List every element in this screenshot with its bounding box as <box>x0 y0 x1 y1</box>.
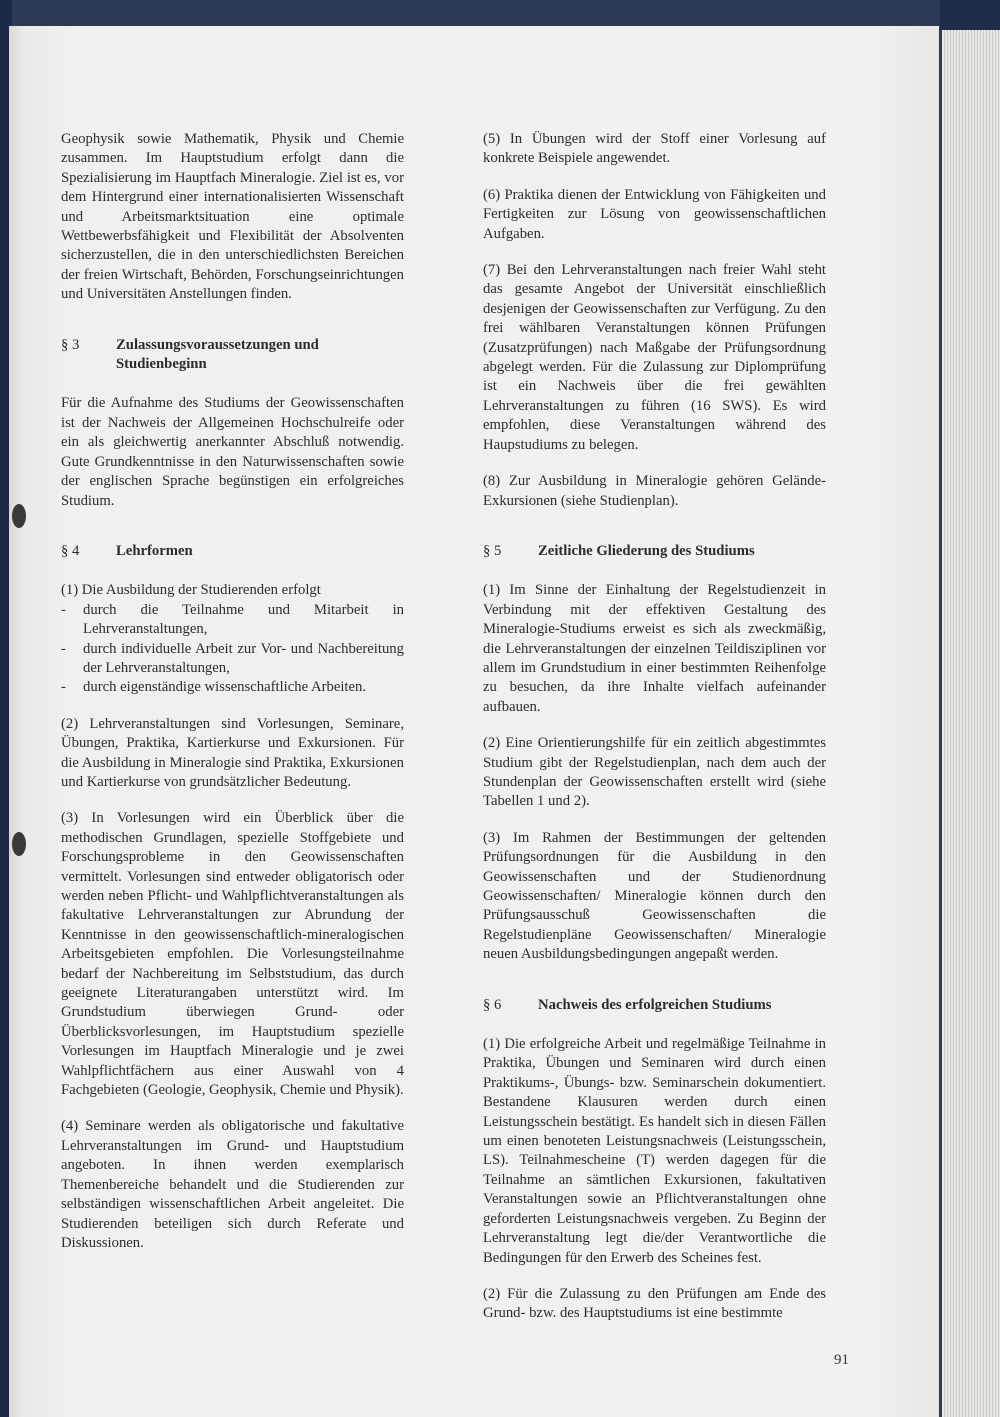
section-3-title: Zulassungsvoraussetzungen und Studienbeginn <box>116 336 319 373</box>
section-3-heading <box>61 336 404 375</box>
section-4-list-intro: (1) Die Ausbildung der Studierenden erfolgt <box>61 582 321 599</box>
section-4-number: § 4 <box>61 542 80 559</box>
section-5-heading <box>483 542 826 561</box>
section-6-title: Nachweis des erfolgreichen Studiums <box>538 996 772 1013</box>
section-5-paragraph-2: (2) Eine Orientierungshilfe für ein zeitlich abgestimmtes Studium gibt der Regelstudienplan, nach dem auch der Stundenplan der Geowissenschaften erstellt wird (siehe Tabellen 1 und 2). <box>483 735 826 810</box>
section-6-paragraph-2: (2) Für die Zulassung zu den Prüfungen am Ende des Grund- bzw. des Hauptstudiums ist eine bestimmte <box>483 1285 826 1322</box>
list-dash: - <box>61 679 66 696</box>
section-4-paragraph-5: (5) In Übungen wird der Stoff einer Vorlesung auf konkrete Beispiele angewendet. <box>483 131 826 167</box>
section-6-paragraph-1: (1) Die erfolgreiche Arbeit und regelmäßige Teilnahme in Praktika, Übungen und Seminaren wird durch einen Praktikums-, Übungs- bzw. Seminarschein dokumentiert. Bestandene Klausuren werden durch einen Leistungsschein bestätigt. Es handelt sich in diesen Fällen um einen benoteten Leistungsnachweis (Leistungsschein, LS). Teilnahmescheine (T) werden dagegen für die Teilnahme an sämtlichen Exkursionen, fakultativen Veranstaltungen sowie an Pflichtveranstaltungen ohne geforderten Leistungsnachweis vergeben. Zu Beginn der Lehrveranstaltung legt die/der Verantwortliche die Bedingungen für den Erwerb des Scheines fest. <box>483 1036 826 1266</box>
punch-hole-lower-icon <box>12 832 26 856</box>
list-item <box>61 640 404 679</box>
list-dash: - <box>61 640 66 657</box>
list-item <box>61 601 404 640</box>
section-5-paragraph-3: (3) Im Rahmen der Bestimmungen der geltenden Prüfungsordnungen für die Ausbildung in den Geowissenschaften und der Studienordnung Geowissenschaften/ Mineralogie können durch den Prüfungsausschuß Geowissenschaften die Regelstudienpläne Geowissenschaften/ Mineralogie neuen Ausbildungsbedingungen angepaßt werden. <box>483 829 826 963</box>
list-item <box>61 678 404 697</box>
section-4-title: Lehrformen <box>116 542 193 559</box>
section-4-paragraph-3: (3) In Vorlesungen wird ein Überblick über die methodischen Grundlagen, spezielle Stoffgebiete und Forschungsprobleme in den Geowissenschaften vermittelt. Vorlesungen sind entweder obligatorisch oder werden neben Pflicht- und Wahlpflichtveranstaltungen als fakultative Lehrveranstaltungen zur Abrundung der Kenntnisse in den geowissenschaftlich-mineralogischen Arbeitsgebieten empfohlen. Die Vorlesungsteilnahme bedarf der Nachbereitung im Selbststudium, das durch geeignete Literaturangaben unterstützt wird. Im Grundstudium überwiegen Grund- oder Überblicksvorlesungen, im Hauptstudium spezielle Vorlesungen im Hauptfach Mineralogie und je zwei Wahlpflichtfächern aus einer Auswahl von 4 Fachgebieten (Geologie, Geophysik, Chemie und Physik). <box>61 810 404 1099</box>
section-5-number: § 5 <box>483 542 502 559</box>
left-column <box>61 130 404 1270</box>
list-item-text: durch eigenständige wissenschaftliche Arbeiten. <box>83 679 367 696</box>
document-page <box>9 26 939 1417</box>
section-4-paragraph-6: (6) Praktika dienen der Entwicklung von Fähigkeiten und Fertigkeiten zur Lösung von geowissenschaftlichen Aufgaben. <box>483 186 826 242</box>
intro-paragraph: Geophysik sowie Mathematik, Physik und Chemie zusammen. Im Hauptstudium erfolgt dann die Spezialisierung im Hauptfach Mineralogie. Ziel ist es, vor dem Hintergrund einer internationalisierten Wissenschaft und Arbeitsmarktsituation eine optimale Wettbewerbsfähigkeit und Flexibilität der Absolventen sicherzustellen, die in den unterschiedlichsten Bereichen der freien Wirtschaft, Behörden, Forschungseinrichtungen und Universitäten Anstellungen finden. <box>61 131 404 303</box>
section-4-paragraph-4: (4) Seminare werden als obligatorische und fakultative Lehrveranstaltungen im Grund- und Hauptstudium angeboten. In ihnen werden exemplarisch Themenbereiche behandelt und die Studierenden zur selbständigen wissenschaftlichen Arbeit angeleitet. Die Studierenden beteiligen sich durch Referate und Diskussionen. <box>61 1118 404 1251</box>
section-4-paragraph-2: (2) Lehrveranstaltungen sind Vorlesungen, Seminare, Übungen, Praktika, Kartierkurse und Exkursionen. Für die Ausbildung in Mineralogie sind Praktika, Exkursionen und Kartierkurse von grundsätzlicher Bedeutung. <box>61 715 404 790</box>
page-edges <box>942 0 1000 1417</box>
section-4-list <box>61 581 404 697</box>
list-item-text: durch individuelle Arbeit zur Vor- und Nachbereitung der Lehrveranstaltungen, <box>83 640 404 676</box>
section-3-paragraph: Für die Aufnahme des Studiums der Geowissenschaften ist der Nachweis der Allgemeinen Hochschulreife oder ein als gleichwertig anerkannter Abschluß notwendig. Gute Grundkenntnisse in den Naturwissenschaften sowie der englischen Sprache begünstigen ein erfolgreiches Studium. <box>61 395 404 509</box>
section-4-heading <box>61 542 404 561</box>
section-4-paragraph-8: (8) Zur Ausbildung in Mineralogie gehören Gelände-Exkursionen (siehe Studienplan). <box>483 473 826 509</box>
section-5-paragraph-1: (1) Im Sinne der Einhaltung der Regelstudienzeit in Verbindung mit der effektiven Gestaltung des Mineralogie-Studiums erweist es sich als zweckmäßig, die Lehrveranstaltungen der einzelnen Teildisziplinen vor allem im Grundstudium in einer bestimmten Reihenfolge zu besuchen, da ihre Inhalte vielfach aufeinander aufbauen. <box>483 582 826 715</box>
section-3-number: § 3 <box>61 336 80 353</box>
list-dash: - <box>61 601 66 618</box>
book-cover-corner <box>940 0 1000 30</box>
list-item-text: durch die Teilnahme und Mitarbeit in Lehrveranstaltungen, <box>83 601 404 638</box>
punch-hole-upper-icon <box>12 504 26 528</box>
page-number: 91 <box>834 1352 849 1368</box>
section-4-paragraph-7: (7) Bei den Lehrveranstaltungen nach freier Wahl steht das gesamte Angebot der Universität einschließlich desjenigen der Geowissenschaften zur Verfügung. Zu den frei wählbaren Veranstaltungen können Prüfungen (Zusatzprüfungen) nach Maßgabe der Prüfungsordnung abgelegt werden. Für die Zulassung zur Diplomprüfung ist ein Nachweis über die frei gewählten Lehrveranstaltungen zu führen (16 SWS). Es wird empfohlen, diese Veranstaltungen während des Haupstudiums zu belegen. <box>483 262 826 453</box>
right-column <box>483 130 826 1341</box>
section-6-number: § 6 <box>483 996 502 1013</box>
section-5-title: Zeitliche Gliederung des Studiums <box>538 542 755 559</box>
section-6-heading <box>483 996 826 1015</box>
